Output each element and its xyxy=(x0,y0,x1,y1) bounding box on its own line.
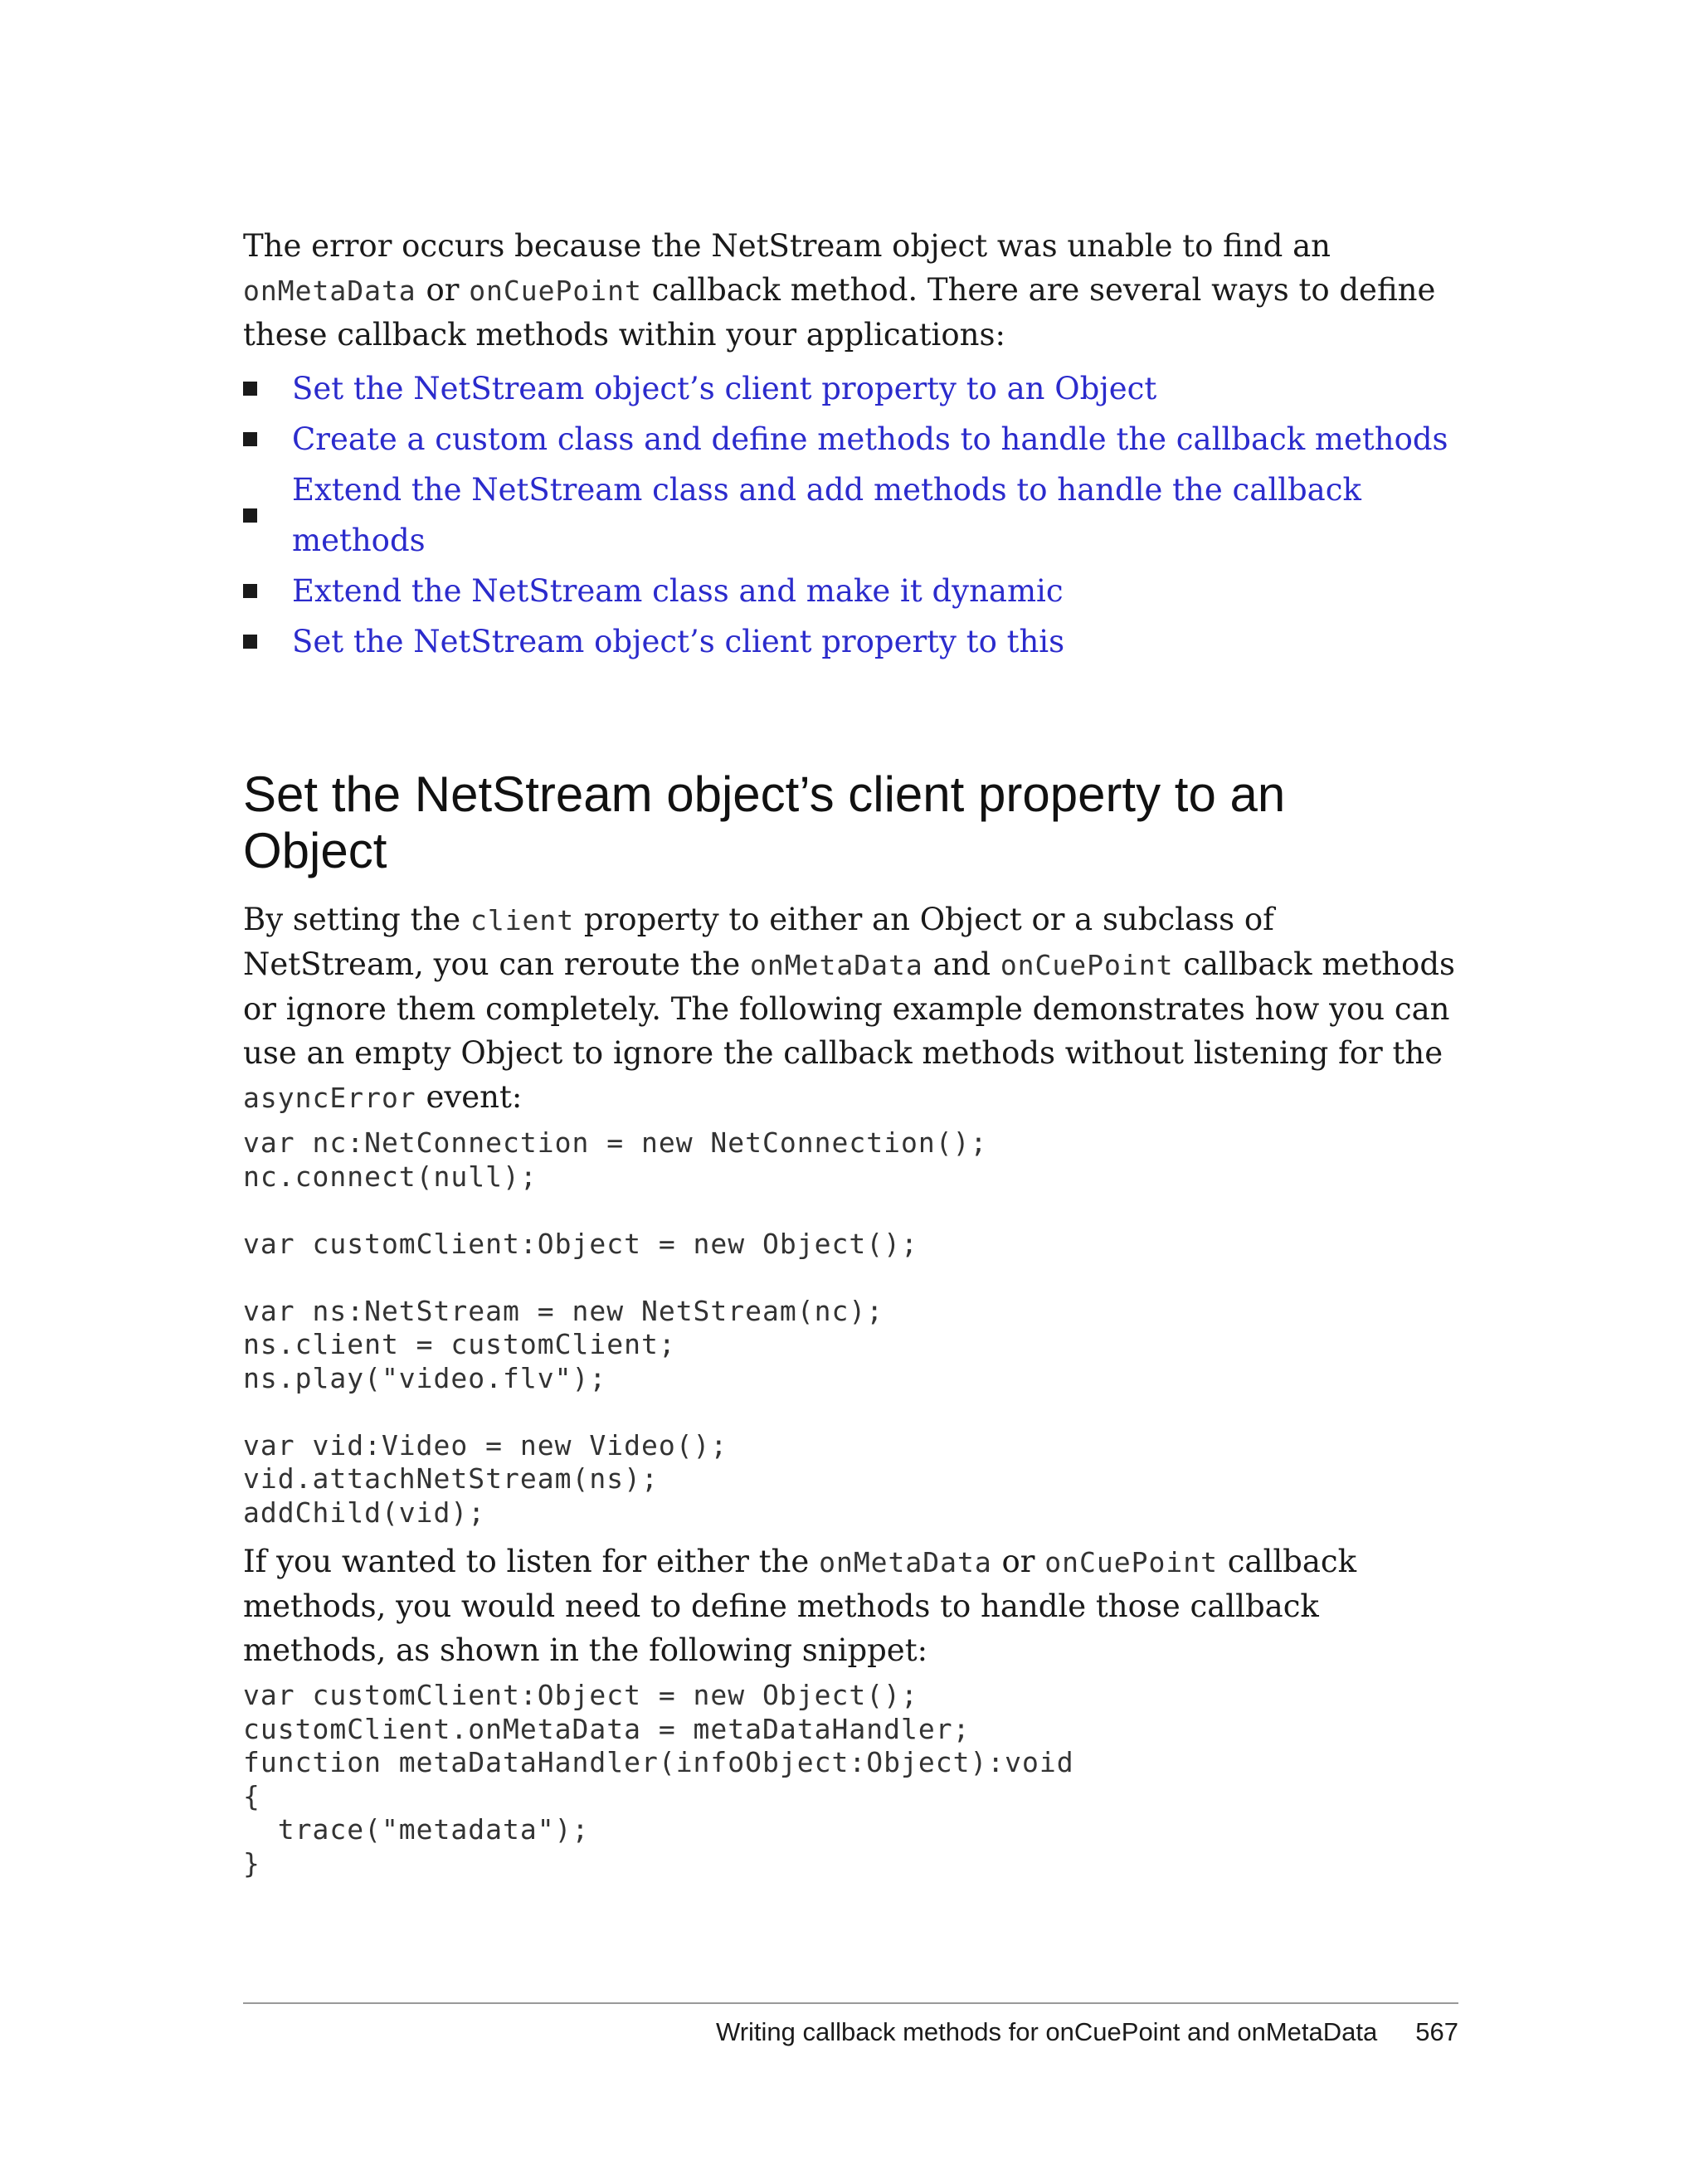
code-line xyxy=(243,1395,1458,1429)
callback-options-list xyxy=(243,363,1458,667)
bullet-square-icon xyxy=(243,382,257,396)
intro-code-oncuepoint: onCuePoint xyxy=(469,275,642,307)
code-block-2 xyxy=(243,1679,1458,1880)
intro-text-2: or xyxy=(416,272,470,308)
code-line: nc.connect(null); xyxy=(243,1160,538,1193)
link-extend-netstream-dynamic[interactable]: Extend the NetStream class and make it dynamic xyxy=(292,573,1064,609)
code-line: ns.client = customClient; xyxy=(243,1328,676,1360)
p1-code-asyncerror: asyncError xyxy=(243,1082,416,1114)
list-item xyxy=(243,465,1458,566)
bullet-square-icon xyxy=(243,584,257,598)
code-line: ns.play("video.flv"); xyxy=(243,1361,607,1394)
list-item xyxy=(243,566,1458,616)
intro-text-1: The error occurs because the NetStream object was unable to find an xyxy=(243,228,1331,264)
page-content xyxy=(243,224,1458,1890)
link-client-property-object[interactable]: Set the NetStream object’s client property to an Object xyxy=(292,371,1157,406)
code-line xyxy=(243,1261,1458,1295)
p1-text-1: By setting the xyxy=(243,902,470,937)
link-extend-netstream-methods[interactable]: Extend the NetStream class and add methods to handle the callback methods xyxy=(292,472,1361,558)
code-line: var customClient:Object = new Object(); xyxy=(243,1679,918,1711)
code-line: var ns:NetStream = new NetStream(nc); xyxy=(243,1294,884,1327)
p1-text-4: callback methods or ignore them completely. The following example demonstrates how you can use an empty Object to ignore the callback methods without listening for the xyxy=(243,946,1455,1071)
list-item xyxy=(243,414,1458,465)
bullet-square-icon xyxy=(243,432,257,446)
list-item xyxy=(243,363,1458,414)
section-paragraph-1 xyxy=(243,897,1458,1120)
section-heading: Set the NetStream object’s client property to an Object xyxy=(243,766,1286,878)
code-line: } xyxy=(243,1846,260,1880)
bullet-square-icon xyxy=(243,508,257,523)
p1-text-2: property to either an Object or a subclass of NetStream, you can reroute the xyxy=(243,902,1274,982)
p1-text-5: event: xyxy=(416,1079,523,1115)
intro-code-onmetadata: onMetaData xyxy=(243,275,416,307)
code-line: addChild(vid); xyxy=(243,1496,486,1529)
p1-text-3: and xyxy=(923,946,1000,982)
code-line: function metaDataHandler(infoObject:Object):void xyxy=(243,1746,1074,1778)
code-line: { xyxy=(243,1779,260,1812)
code-line: var vid:Video = new Video(); xyxy=(243,1428,728,1462)
code-line xyxy=(243,1194,1458,1228)
page-number: 567 xyxy=(1415,2017,1458,2046)
code-block-1 xyxy=(243,1126,1458,1530)
p2-text-3: callback methods, you would need to define methods to handle those callback methods, as shown in the following snippet: xyxy=(243,1544,1357,1668)
footer-chapter-title: Writing callback methods for onCuePoint and onMetaData xyxy=(716,2017,1378,2046)
code-line: var customClient:Object = new Object(); xyxy=(243,1227,918,1260)
intro-paragraph xyxy=(243,224,1458,357)
p1-code-client: client xyxy=(470,904,575,936)
p1-code-oncuepoint: onCuePoint xyxy=(1000,949,1174,981)
section-paragraph-2 xyxy=(243,1540,1458,1672)
p1-code-onmetadata: onMetaData xyxy=(750,949,923,981)
code-line: vid.attachNetStream(ns); xyxy=(243,1462,659,1495)
p2-code-onmetadata: onMetaData xyxy=(819,1546,992,1578)
p2-text-1: If you wanted to listen for either the xyxy=(243,1544,820,1579)
bullet-square-icon xyxy=(243,635,257,649)
link-custom-class[interactable]: Create a custom class and define methods to handle the callback methods xyxy=(292,421,1448,457)
p2-code-oncuepoint: onCuePoint xyxy=(1044,1546,1218,1578)
intro-text-3: callback method. There are several ways to define these callback methods within your applications: xyxy=(243,272,1436,353)
page-footer xyxy=(716,2017,1458,2047)
code-line: customClient.onMetaData = metaDataHandler; xyxy=(243,1712,971,1745)
link-client-property-this[interactable]: Set the NetStream object’s client property to this xyxy=(292,624,1065,659)
list-item xyxy=(243,616,1458,667)
footer-divider xyxy=(243,2002,1458,2004)
p2-text-2: or xyxy=(991,1544,1045,1579)
code-line: trace("metadata"); xyxy=(243,1813,590,1846)
code-line: var nc:NetConnection = new NetConnection(); xyxy=(243,1126,988,1159)
